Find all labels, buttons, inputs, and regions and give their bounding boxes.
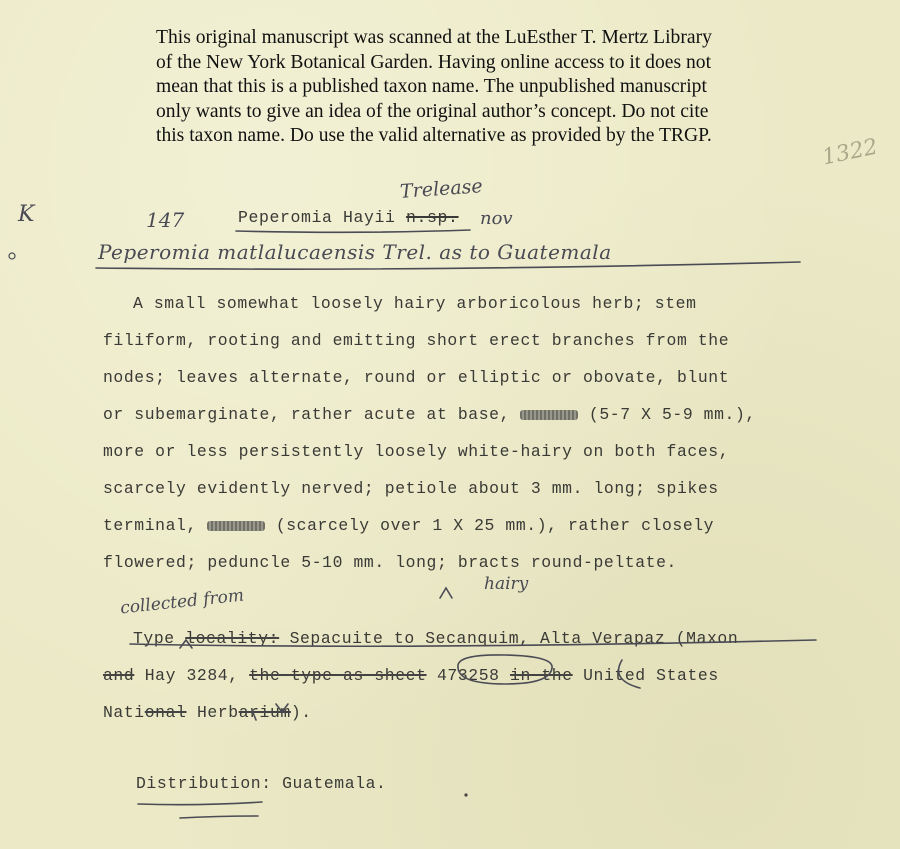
- herbarium-country: United States: [583, 666, 719, 685]
- description-text: or subemarginate, rather acute at base,: [103, 405, 511, 424]
- description-line: scarcely evidently nerved; petiole about 3 mm. long; spikes: [103, 479, 719, 498]
- struck-text: locality:: [185, 629, 280, 648]
- author-annotation: Trelease: [399, 175, 484, 203]
- species-name: Peperomia Hayii: [238, 208, 396, 227]
- struck-text: arium: [238, 703, 291, 722]
- description-text: terminal,: [103, 516, 197, 535]
- collector-number: Hay 3284,: [144, 666, 239, 685]
- caret: [276, 704, 288, 712]
- caret: [252, 710, 256, 720]
- stray-dot: [9, 253, 15, 259]
- struck-text: the type as sheet: [249, 666, 427, 685]
- page-number-annotation: 1322: [820, 134, 880, 171]
- struck-text: in the: [510, 666, 573, 685]
- type-locality: Sepacuite to Secanquim, Alta Verapaz (Maxon: [289, 629, 739, 648]
- distribution-underline: [138, 802, 262, 805]
- caret: [180, 640, 192, 648]
- description-line: flowered; peduncle 5-10 mm. long; bracts round-peltate.: [103, 553, 677, 572]
- description-line: A small somewhat loosely hairy arboricolous herb; stem: [133, 294, 697, 313]
- title-underline: [236, 230, 470, 232]
- disclaimer-line: of the New York Botanical Garden. Having online access to it does not: [156, 51, 712, 73]
- synonym-underline: [96, 262, 800, 269]
- distribution-label: Distribution:: [136, 774, 272, 793]
- sheet-number: 473258: [436, 666, 500, 685]
- herbarium-text: Nati: [103, 703, 145, 722]
- herbarium-text: Herb: [196, 703, 239, 722]
- specimen-number-annotation: 147: [146, 208, 185, 232]
- spike-size: (scarcely over 1 X 25 mm.), rather closely: [275, 516, 715, 535]
- country-circle: [619, 660, 640, 688]
- type-underline: [130, 640, 816, 646]
- sheet-circle: [458, 655, 552, 684]
- species-status: n.sp.: [406, 208, 459, 227]
- description-line: filiform, rooting and emitting short erect branches from the: [103, 331, 730, 350]
- disclaimer-line: only wants to give an idea of the original author’s concept. Do not cite: [156, 100, 709, 122]
- description-line: nodes; leaves alternate, round or elliptic or obovate, blunt: [103, 368, 730, 387]
- struck-text: and: [103, 666, 135, 685]
- stray-dot: [464, 793, 467, 796]
- nov-annotation: nov: [480, 208, 513, 229]
- disclaimer-line: mean that this is a published taxon name. The unpublished manuscript: [156, 76, 707, 97]
- type-label: Type: [133, 629, 175, 648]
- margin-annotation: K: [18, 202, 35, 227]
- struck-text: onal: [144, 703, 187, 722]
- description-line: more or less persistently loosely white-hairy on both faces,: [103, 442, 730, 461]
- herbarium-text: ).: [290, 703, 312, 722]
- synonym-annotation: Peperomia matlalucaensis Trel. as to Guatemala: [98, 240, 612, 264]
- collected-from-annotation: collected from: [119, 585, 245, 619]
- hairy-annotation: hairy: [484, 574, 529, 594]
- distribution-underline: [180, 816, 258, 818]
- disclaimer-line: This original manuscript was scanned at the LuEsther T. Mertz Library: [156, 27, 712, 48]
- caret: [440, 588, 452, 598]
- disclaimer-line: this taxon name. Do use the valid alternative as provided by the TRGP.: [156, 125, 712, 146]
- leaf-size: (5-7 X 5-9 mm.),: [588, 405, 756, 424]
- distribution-value: Guatemala.: [282, 774, 387, 793]
